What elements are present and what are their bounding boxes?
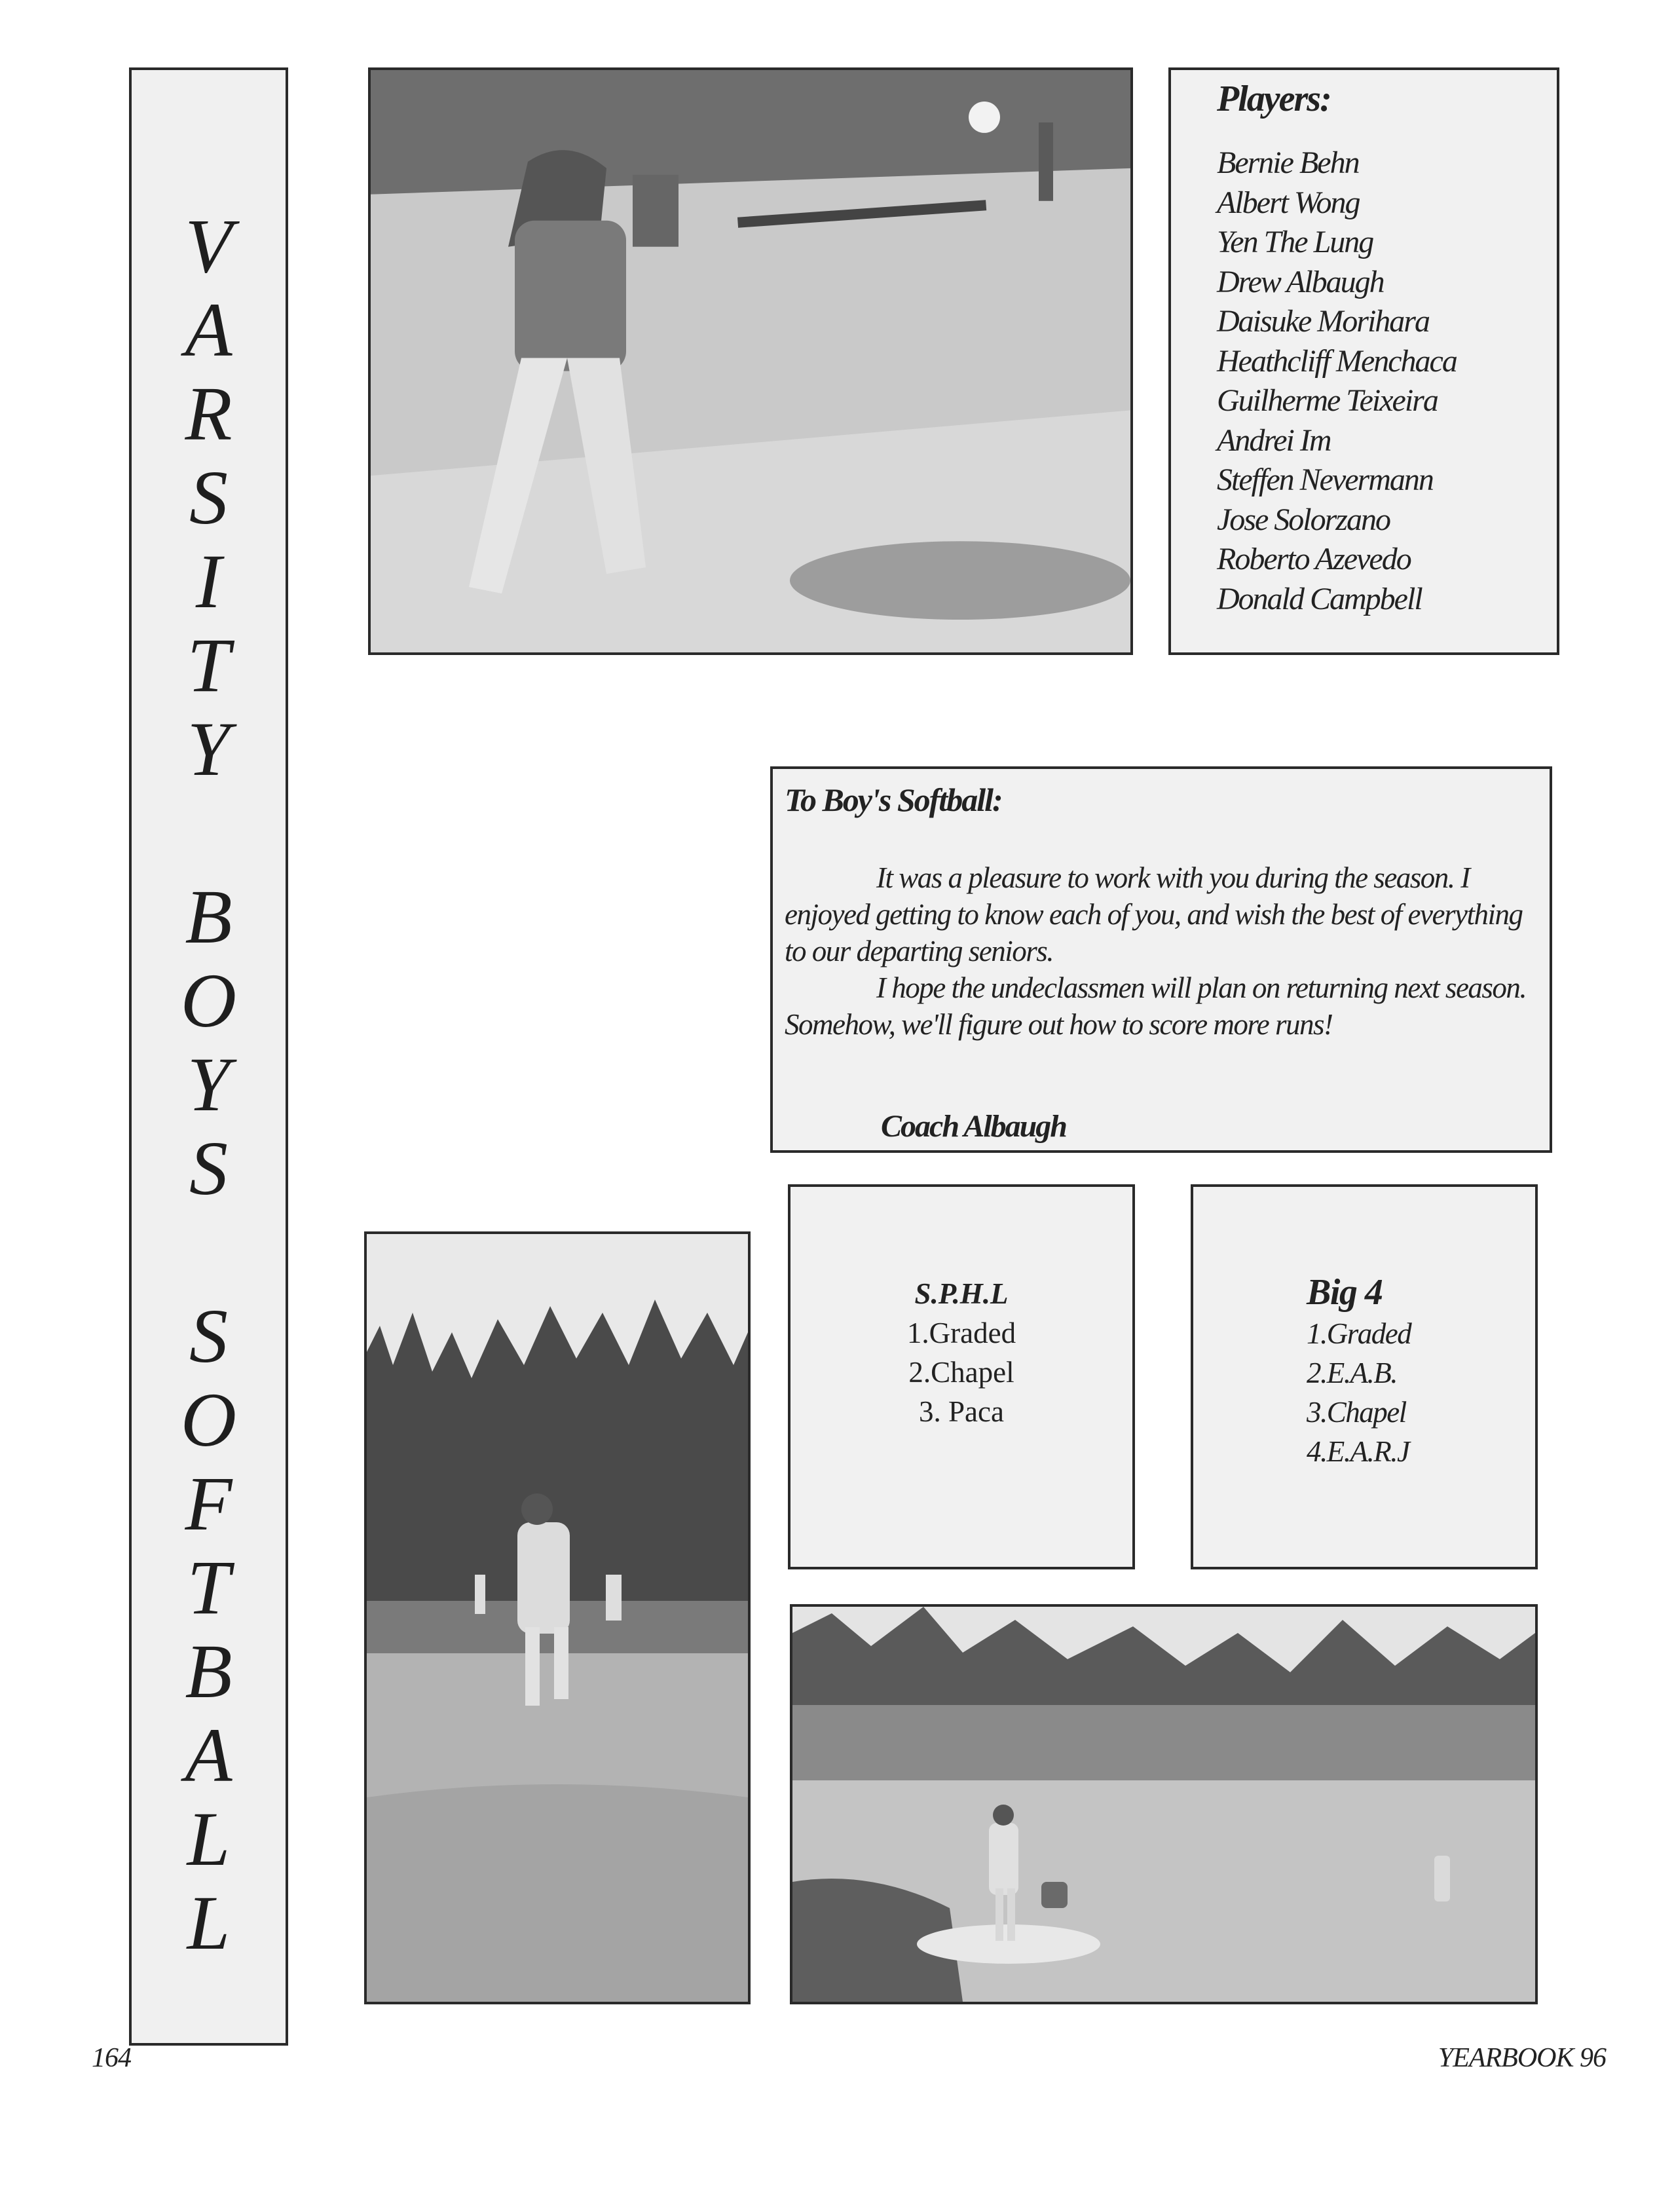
player-name: Andrei Im [1217,422,1331,458]
title-letter: Y [187,706,231,792]
players-box [1168,67,1559,655]
message-paragraph: I hope the undeclassmen will plan on returning next season. Somehow, we'll figure out how to score more runs! [785,971,1527,1041]
title-letter: B [185,874,232,960]
players-list [1217,143,1457,619]
coach-message-box [770,766,1552,1153]
title-letter: A [185,1712,232,1798]
big4-item: 2.E.A.B. [1307,1357,1397,1389]
player-name: Albert Wong [1217,185,1360,220]
title-letter: O [180,1377,237,1463]
player-name: Daisuke Morihara [1217,304,1429,339]
big4-standings [1307,1271,1411,1471]
big4-item: 1.Graded [1307,1317,1411,1350]
player-name: Donald Campbell [1217,581,1422,616]
title-letter: R [185,371,232,457]
big4-standings-box [1191,1184,1538,1569]
sphl-standings [790,1274,1132,1431]
batter-photo-graphic [371,70,1130,652]
big4-item: 4.E.A.R.J [1307,1435,1409,1468]
pitcher-photo-graphic [367,1234,748,2002]
player-name: Bernie Behn [1217,145,1359,180]
sphl-item: 3. Paca [919,1395,1004,1428]
player-name: Heathcliff Menchaca [1217,343,1457,379]
player-name: Jose Solorzano [1217,502,1390,537]
message-heading: To Boy's Softball: [785,781,1002,818]
title-letter: S [189,1125,228,1211]
player-name: Drew Albaugh [1217,264,1384,299]
title-letter: I [195,538,222,624]
title-letter: L [187,1880,231,1966]
title-column [129,67,288,2046]
sphl-item: 2.Chapel [908,1356,1014,1389]
player-name: Roberto Azevedo [1217,542,1411,576]
page-number: 164 [92,2043,131,2073]
title-letter: B [185,1628,232,1714]
title-letter: T [187,622,231,708]
sphl-item: 1.Graded [906,1317,1016,1349]
title-letter: A [185,287,232,373]
players-heading: Players: [1217,79,1331,119]
player-name: Yen The Lung [1217,225,1373,259]
title-letter: T [187,1545,231,1630]
yearbook-label: YEARBOOK 96 [1438,2043,1606,2073]
message-signature: Coach Albaugh [881,1109,1066,1144]
title-letter: S [189,1293,228,1379]
title-letter: S [189,455,228,540]
sphl-standings-box [788,1184,1135,1569]
title-letter: V [185,203,232,289]
vertical-title [132,204,286,1965]
title-letter: F [185,1461,232,1547]
title-letter: L [187,1796,231,1882]
title-letter: O [180,958,237,1043]
message-body [785,859,1538,1043]
player-name: Steffen Nevermann [1217,462,1433,497]
batter-photo [368,67,1133,655]
title-letter: Y [187,1041,231,1127]
field-photo-graphic [792,1607,1535,2002]
message-paragraph: It was a pleasure to work with you during the season. I enjoyed getting to know each of you, and wish the best of everything to our departing seniors. [785,861,1523,967]
player-name: Guilherme Teixeira [1217,383,1438,418]
pitcher-photo [364,1231,751,2004]
big4-heading: Big 4 [1307,1272,1383,1313]
sphl-heading: S.P.H.L [914,1277,1009,1310]
big4-item: 3.Chapel [1307,1396,1406,1429]
field-photo [790,1604,1538,2004]
